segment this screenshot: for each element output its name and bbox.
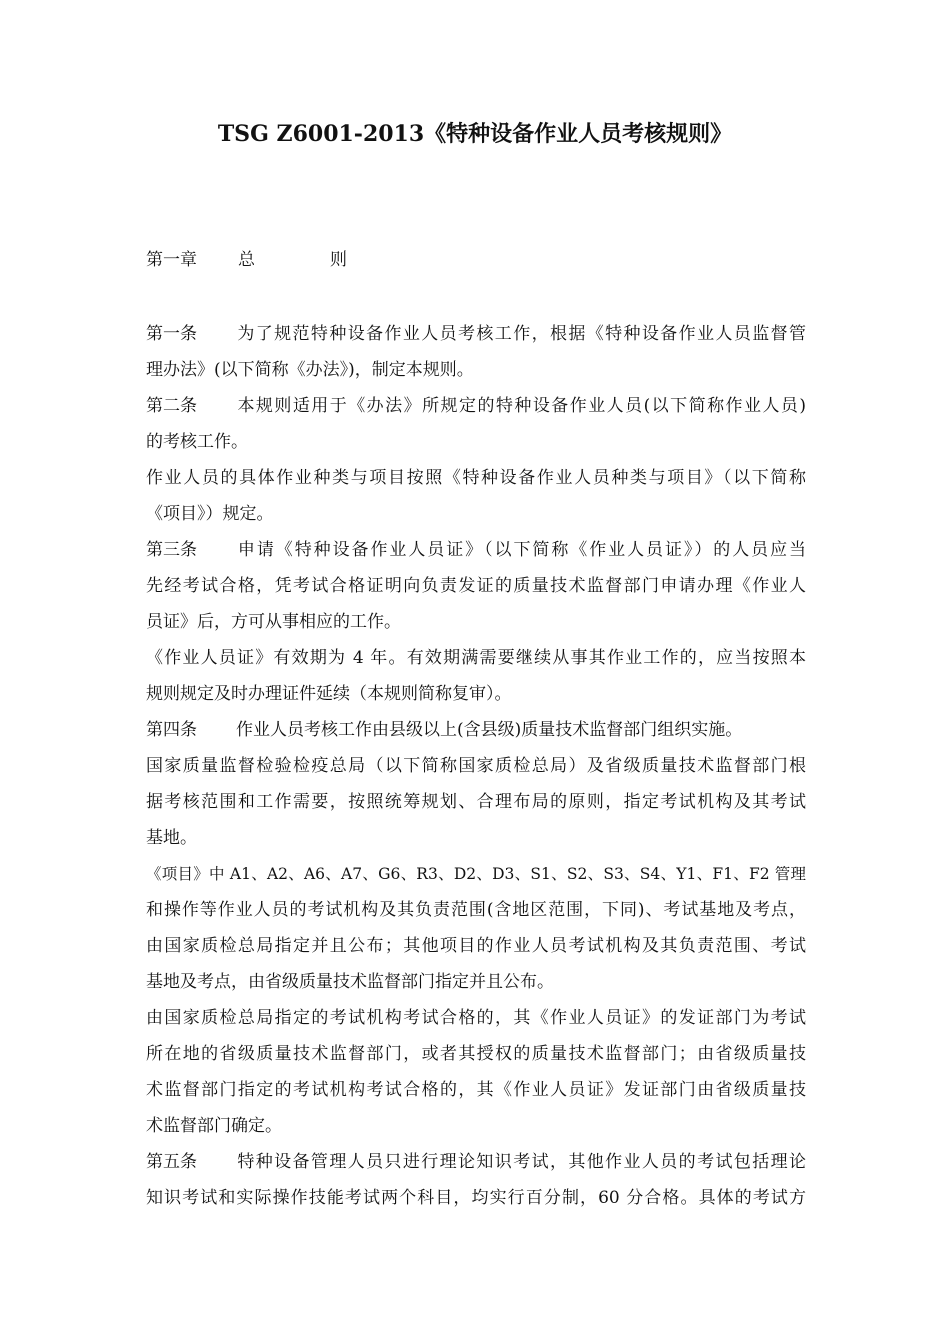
line-text: 所在地的省级质量技术监督部门，或者其授权的质量技术监督部门；由省级质量技 [146, 1044, 806, 1064]
line-text: 作业人员考核工作由县级以上(含县级)质量技术监督部门组织实施。 [236, 720, 743, 740]
text-line [146, 712, 806, 748]
line-text: 先经考试合格，凭考试合格证明向负责发证的质量技术监督部门申请办理《作业人 [146, 576, 806, 596]
text-line [146, 964, 806, 1000]
chapter-name-part2: 则 [330, 250, 347, 270]
text-line [146, 1072, 806, 1108]
text-line [146, 460, 806, 496]
text-line [146, 568, 806, 604]
text-line [146, 748, 806, 784]
line-text: 术监督部门指定的考试机构考试合格的，其《作业人员证》发证部门由省级质量技 [146, 1080, 806, 1100]
line-text: 理办法》(以下简称《办法》)，制定本规则。 [146, 360, 474, 380]
article-number: 第四条 [146, 720, 197, 740]
text-line [146, 1180, 806, 1216]
line-text: 规则规定及时办理证件延续（本规则简称复审）。 [146, 684, 512, 704]
line-text: 由国家质检总局指定的考试机构考试合格的，其《作业人员证》的发证部门为考试 [146, 1008, 806, 1028]
line-text: 和操作等作业人员的考试机构及其负责范围(含地区范围，下同)、考试基地及考点， [146, 900, 806, 920]
line-text: 《项目》）规定。 [146, 504, 274, 524]
line-text: 作业人员的具体作业种类与项目按照《特种设备作业人员种类与项目》（以下简称 [146, 468, 806, 488]
chapter-heading [146, 246, 347, 274]
text-line [146, 928, 806, 964]
article-number: 第二条 [146, 396, 197, 416]
line-text: 知识考试和实际操作技能考试两个科目，均实行百分制，60 分合格。具体的考试方 [146, 1188, 806, 1208]
text-line [146, 784, 806, 820]
line-text: 本规则适用于《办法》所规定的特种设备作业人员(以下简称作业人员) [236, 396, 806, 416]
text-line [146, 424, 806, 460]
text-line [146, 820, 806, 856]
chapter-number: 第一章 [146, 250, 197, 270]
article-number: 第五条 [146, 1152, 197, 1172]
line-text: 为了规范特种设备作业人员考核工作，根据《特种设备作业人员监督管 [236, 324, 806, 344]
document-body [146, 316, 806, 1216]
text-line [146, 388, 806, 424]
text-line [146, 316, 806, 352]
text-line [146, 604, 806, 640]
text-line [146, 1144, 806, 1180]
text-line [146, 532, 806, 568]
line-text: 基地。 [146, 828, 197, 848]
line-text: 《作业人员证》有效期为 4 年。有效期满需要继续从事其作业工作的，应当按照本 [146, 648, 806, 668]
text-line [146, 496, 806, 532]
chapter-name-part1: 总 [238, 250, 255, 270]
line-text: 基地及考点，由省级质量技术监督部门指定并且公布。 [146, 972, 554, 992]
text-line [146, 856, 806, 892]
text-line [146, 892, 806, 928]
line-text: 国家质量监督检验检疫总局（以下简称国家质检总局）及省级质量技术监督部门根 [146, 756, 806, 776]
line-text: 员证》后，方可从事相应的工作。 [146, 612, 401, 632]
line-text: 据考核范围和工作需要，按照统筹规划、合理布局的原则，指定考试机构及其考试 [146, 792, 806, 812]
line-text: 特种设备管理人员只进行理论知识考试，其他作业人员的考试包括理论 [236, 1152, 806, 1172]
article-number: 第三条 [146, 540, 197, 560]
line-text: 《项目》中 A1、A2、A6、A7、G6、R3、D2、D3、S1、S2、S3、S4、Y1、F1、F2 管理 [146, 865, 806, 883]
line-text: 申请《特种设备作业人员证》（以下简称《作业人员证》）的人员应当 [236, 540, 806, 560]
text-line [146, 1108, 806, 1144]
text-line [146, 676, 806, 712]
line-text: 术监督部门确定。 [146, 1116, 282, 1136]
line-text: 的考核工作。 [146, 432, 248, 452]
text-line [146, 640, 806, 676]
article-number: 第一条 [146, 324, 197, 344]
line-text: 由国家质检总局指定并且公布；其他项目的作业人员考试机构及其负责范围、考试 [146, 936, 806, 956]
text-line [146, 1036, 806, 1072]
text-line [146, 352, 806, 388]
text-line [146, 1000, 806, 1036]
document-title: TSG Z6001-2013《特种设备作业人员考核规则》 [217, 121, 733, 147]
